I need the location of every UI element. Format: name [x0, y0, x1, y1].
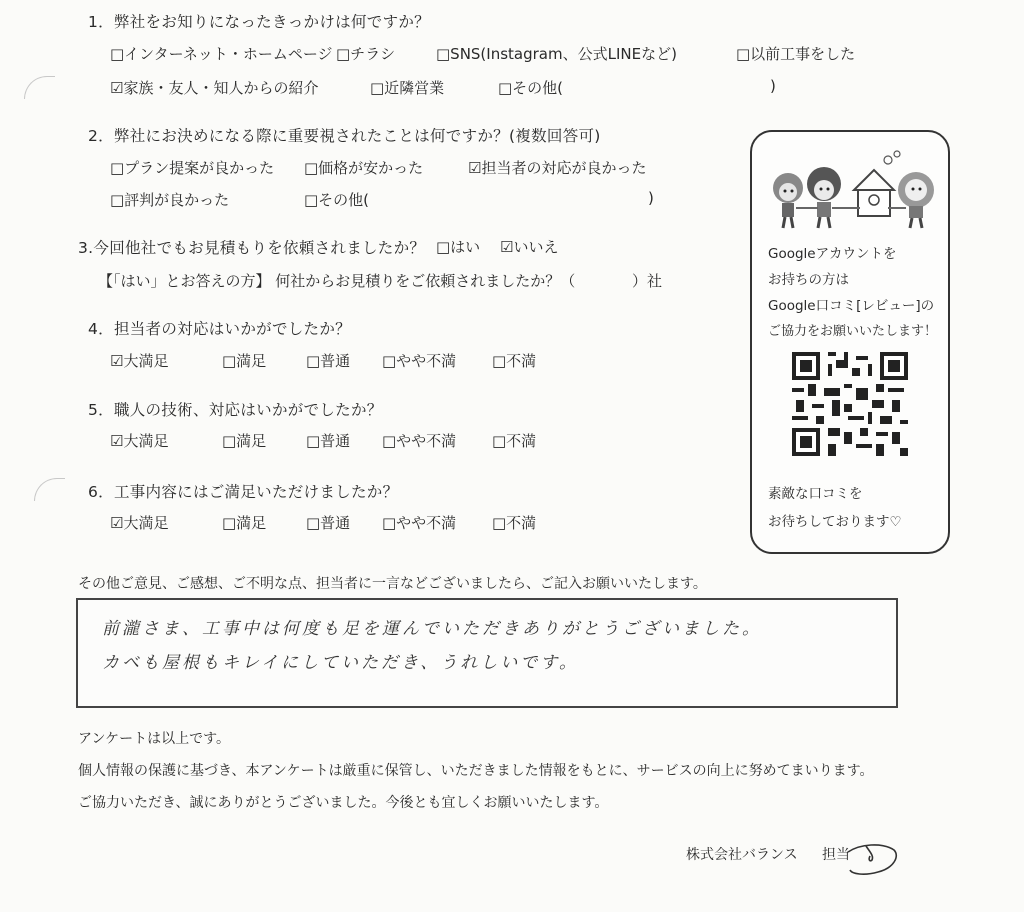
- q5-option-somewhat-dissatisfied[interactable]: □やや不満: [382, 432, 457, 450]
- staff-signature-icon: [842, 830, 902, 880]
- q6-option-somewhat-dissatisfied[interactable]: □やや不満: [382, 514, 457, 532]
- q5-option-satisfied[interactable]: □満足: [222, 432, 267, 450]
- mascot-characters-illustration: [766, 148, 936, 238]
- footer-end-notice: アンケートは以上です。: [78, 731, 231, 747]
- google-text-line3: Google口コミ[レビュー]の: [768, 298, 935, 314]
- q6-option-dissatisfied[interactable]: □不満: [492, 514, 537, 532]
- q6-option-satisfied[interactable]: □満足: [222, 514, 267, 532]
- footer-thanks: ご協力いただき、誠にありがとうございました。今後とも宜しくお願いいたします。: [78, 795, 609, 811]
- q4-option-neutral[interactable]: □普通: [306, 352, 351, 370]
- q5-title: 5．職人の技術、対応はいかがでしたか？: [88, 401, 383, 419]
- q1-option-neighborhood[interactable]: □近隣営業: [370, 79, 445, 97]
- qr-code-icon[interactable]: [792, 352, 908, 456]
- comment-handwritten-line2: カベも屋根もキレイにしていただき、うれしいです。: [102, 653, 579, 673]
- q1-option-flyer[interactable]: □チラシ: [336, 45, 396, 63]
- q5-option-very-satisfied[interactable]: ☑大満足: [110, 432, 169, 450]
- google-review-box: [750, 130, 950, 554]
- q2-option-staff[interactable]: ☑担当者の対応が良かった: [468, 159, 647, 177]
- q1-option-internet[interactable]: □インターネット・ホームページ: [110, 45, 333, 63]
- company-name: 株式会社バランス: [686, 847, 798, 863]
- q4-option-dissatisfied[interactable]: □不満: [492, 352, 537, 370]
- q4-title: 4．担当者の対応はいかがでしたか？: [88, 320, 351, 338]
- google-text-line4: ご協力をお願いいたします！: [768, 324, 938, 339]
- q2-title: 2．弊社にお決めになる際に重要視されたことは何ですか？(複数回答可): [88, 127, 601, 145]
- binder-hole-bottom: [34, 478, 65, 501]
- q3-option-yes[interactable]: □はい: [436, 238, 481, 256]
- q1-option-other[interactable]: □その他(: [498, 79, 564, 97]
- q1-option-previous-work[interactable]: □以前工事をした: [736, 45, 856, 63]
- q6-title: 6．工事内容にはご満足いただけましたか？: [88, 483, 399, 501]
- google-text-line5: 素敵な口コミを: [768, 486, 863, 502]
- staff-label: 担当: [822, 847, 850, 863]
- q3-title: 3.今回他社でもお見積もりを依頼されましたか？: [78, 239, 426, 257]
- binder-hole-top: [24, 76, 55, 99]
- q2-option-other[interactable]: □その他(: [304, 191, 370, 209]
- q4-option-satisfied[interactable]: □満足: [222, 352, 267, 370]
- q2-option-plan[interactable]: □プラン提案が良かった: [110, 159, 275, 177]
- q5-option-neutral[interactable]: □普通: [306, 432, 351, 450]
- q6-option-very-satisfied[interactable]: ☑大満足: [110, 514, 169, 532]
- comment-handwritten-line1: 前瀧さま、工事中は何度も足を運んでいただきありがとうございました。: [102, 619, 762, 639]
- q4-option-somewhat-dissatisfied[interactable]: □やや不満: [382, 352, 457, 370]
- footer-privacy-notice: 個人情報の保護に基づき、本アンケートは厳重に保管し、いただきました情報をもとに、サービスの向上に努めてまいります。: [78, 763, 874, 779]
- q3-subquestion: 【「はい」とお答えの方】 何社からお見積りをご依頼されましたか？（: [98, 272, 576, 290]
- q1-other-close: ): [770, 77, 776, 95]
- google-text-line2: お持ちの方は: [768, 272, 849, 288]
- q1-title: 1．弊社をお知りになったきっかけは何ですか？: [88, 13, 430, 31]
- q2-option-price[interactable]: □価格が安かった: [304, 159, 424, 177]
- q4-option-very-satisfied[interactable]: ☑大満足: [110, 352, 169, 370]
- google-text-line6: お待ちしております♡: [768, 514, 902, 530]
- q1-option-sns[interactable]: □SNS(Instagram、公式LINEなど): [436, 45, 677, 63]
- q6-option-neutral[interactable]: □普通: [306, 514, 351, 532]
- google-text-line1: Googleアカウントを: [768, 246, 897, 262]
- comments-prompt: その他ご意見、ご感想、ご不明な点、担当者に一言などございましたら、ご記入お願いいたします。: [78, 576, 707, 592]
- q2-other-close: ): [648, 189, 654, 207]
- comment-box[interactable]: [76, 598, 898, 708]
- q2-option-reputation[interactable]: □評判が良かった: [110, 191, 230, 209]
- q5-option-dissatisfied[interactable]: □不満: [492, 432, 537, 450]
- q3-subquestion-suffix: ）社: [632, 272, 663, 290]
- q1-option-referral[interactable]: ☑家族・友人・知人からの紹介: [110, 79, 319, 97]
- q3-option-no[interactable]: ☑いいえ: [500, 238, 559, 256]
